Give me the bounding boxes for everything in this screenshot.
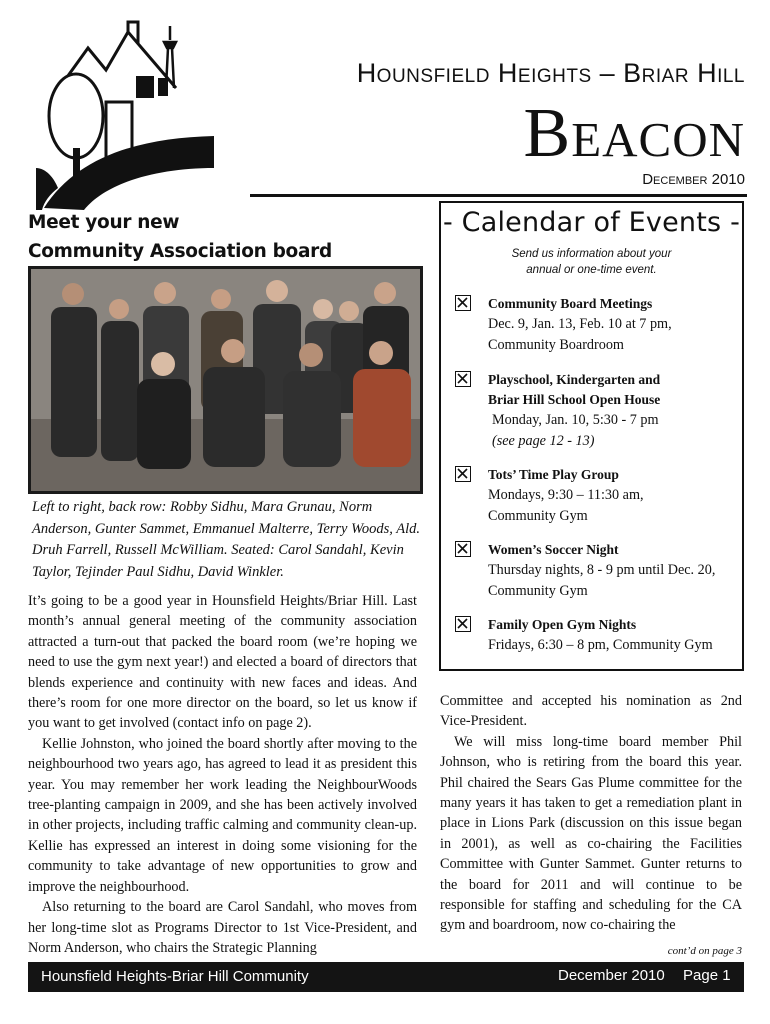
event-detail: (see page 12 - 13)	[492, 432, 595, 449]
event-detail: Monday, Jan. 10, 5:30 - 7 pm	[492, 412, 659, 428]
calendar-subtitle	[441, 246, 742, 278]
event-title: Family Open Gym Nights	[488, 617, 637, 632]
newsletter-logo	[36, 18, 214, 210]
checked-box-icon	[455, 295, 471, 311]
newsletter-title: Beacon	[523, 95, 745, 172]
calendar-event	[455, 540, 740, 602]
photo-caption: Left to right, back row: Robby Sidhu, Mara Grunau, Norm Anderson, Gunter Sammet, Emmanuel Malterre, Terry Woods, Ald. Druh Farrell, Russell McWilliam. Seated: Carol Sandahl, Kevin Taylor, Tejinder Paul Sidhu, David Winkler.	[32, 499, 420, 580]
checked-box-icon	[455, 541, 471, 557]
newsletter-community-name: Hounsfield Heights – Briar Hill	[356, 58, 745, 88]
calendar-title: - Calendar of Events -	[442, 207, 741, 238]
event-title: Tots’ Time Play Group	[488, 467, 619, 482]
article-paragraph: Kellie Johnston, who joined the board shortly after moving to the neighbourhood two years ago, has agreed to lead it as president this year. You may remember her work leading the NeighbourWoods tree-planting campaign in 2009, and she has been actively involved in other projects, including traffic calming and community clean-up. Kellie has expressed an interest in doing some visioning for the community to take advantage of new opportunities to grow and improve the neighbourhood.	[28, 735, 417, 895]
event-title-line2: Briar Hill School Open House	[488, 392, 661, 407]
event-title: Women’s Soccer Night	[488, 542, 619, 557]
calendar-of-events	[439, 201, 744, 671]
article-heading	[28, 208, 428, 266]
group-photo-illustration	[31, 269, 420, 491]
checked-box-icon	[455, 466, 471, 482]
article-heading-line2: Community Association board	[28, 241, 332, 262]
board-group-photo	[28, 266, 423, 494]
footer-page-number: Page 1	[683, 967, 731, 984]
calendar-event	[455, 294, 740, 356]
article-heading-line1: Meet your new	[28, 212, 180, 233]
event-detail: Mondays, 9:30 – 11:30 am,	[488, 487, 644, 503]
article-paragraph: Also returning to the board are Carol Sandahl, who moves from her long-time slot as Programs Director to 1st Vice-President, and Norm Anderson, who chairs the Strategic Planning	[28, 899, 417, 956]
calendar-subtitle-line2: annual or one-time event.	[526, 264, 657, 276]
checked-box-icon	[455, 616, 471, 632]
checked-box-icon	[455, 371, 471, 387]
event-detail: Fridays, 6:30 – 8 pm, Community Gym	[488, 637, 713, 653]
issue-date: December 2010	[642, 171, 745, 188]
article-body	[28, 591, 417, 958]
calendar-event	[455, 465, 740, 527]
masthead-rule	[250, 194, 747, 197]
article-paragraph: We will miss long-time board member Phil Johnson, who is retiring from the board this year. Phil chaired the Sears Gas Plume committee for the many years it has taken to get a remediation plant in place in Lions Park (discussion on this issue began in 2001), as well as co-chairing the Facilities Committee with Gunter Sammet. Gunter returns to the board for 2011 and will continue to be responsible for staffing and scheduling for the CA gym and boardroom, now co-chairing the	[440, 733, 742, 934]
event-detail: Dec. 9, Jan. 13, Feb. 10 at 7 pm,	[488, 316, 672, 332]
event-detail: Community Gym	[488, 582, 588, 599]
calendar-event	[455, 615, 740, 657]
article-body-continued	[440, 691, 742, 936]
article-paragraph: It’s going to be a good year in Hounsfield Heights/Briar Hill. Last month’s annual general meeting of the community association attracted a turn-out that packed the board room (we’re hoping we need to use the gym next year!) and elected a board of directors that blends experience and continuity with new faces and ideas. And there’s room for one more director on the board, so let us know if you want to get involved (contact info on page 2).	[28, 593, 417, 732]
calendar-event	[455, 370, 740, 454]
event-title: Community Board Meetings	[488, 296, 653, 311]
event-detail: Community Boardroom	[488, 336, 624, 353]
article-paragraph: Committee and accepted his nomination as 2nd Vice-President.	[440, 693, 742, 730]
event-detail: Community Gym	[488, 507, 588, 524]
event-title: Playschool, Kindergarten and	[488, 372, 661, 387]
event-detail: Thursday nights, 8 - 9 pm until Dec. 20,	[488, 562, 716, 578]
footer-community-name: Hounsfield Heights-Briar Hill Community	[41, 968, 309, 985]
continued-note: cont’d on page 3	[667, 945, 742, 957]
footer-date: December 2010	[558, 967, 665, 984]
calendar-subtitle-line1: Send us information about your	[511, 248, 672, 260]
page-footer	[28, 962, 744, 992]
